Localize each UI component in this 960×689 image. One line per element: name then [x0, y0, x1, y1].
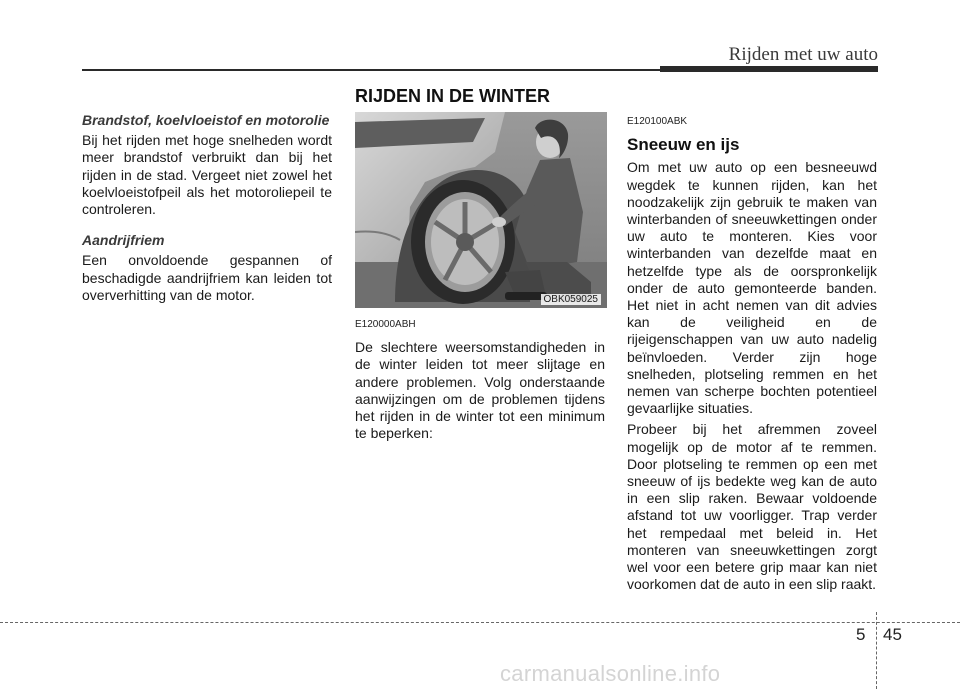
paragraph-fuel: Bij het rijden met hoge snelheden wordt meer brandstof verbruikt dan bij het rijden in de stad. Vergeet niet zowel het koelvloeistofpeil als het motoroliepeil te controleren.: [82, 132, 332, 218]
section-title: RIJDEN IN DE WINTER: [355, 86, 551, 106]
subheading-drive-belt: Aandrijfriem: [82, 232, 165, 249]
paragraph-snow-ice-1: Om met uw auto op een besneeuwd wegdek te kunnen rijden, kan het noodzakelijk zijn gebruik te maken van winterbanden of sneeuwkettingen onder uw auto te monteren. Kies voor winterbanden van dezelfde maat en hetzelfde type als de oorspronkelijk onder de auto gemonteerde banden. Het niet in acht nemen van dit advies kan de veiligheid en de rijeigenschappen van uw auto nadelig beïnvloeden. Verder zijn hoge snelheden, plotseling remmen en het nemen van scherpe bochten potentieel gevaarlijke situaties.: [627, 159, 877, 417]
left-column: [82, 112, 332, 304]
header-title: Rijden met uw auto: [728, 44, 878, 65]
watermark: carmanualsonline.info: [500, 661, 721, 686]
section-code: E120000ABH: [355, 319, 416, 330]
paragraph-winter-intro: De slechtere weersomstandigheden in de winter leiden tot meer slijtage en andere problemen. Volg onderstaande aanwijzingen om de problemen tijdens het rijden in de winter tot een minimum te beperken:: [355, 339, 605, 442]
car-wheel-woman-illustration: [355, 112, 607, 308]
heading-snow-ice: Sneeuw en ijs: [627, 135, 740, 155]
footer-page-divider: [876, 612, 877, 689]
illustration-tire-check: [355, 112, 607, 308]
page-number: 45: [883, 625, 902, 644]
header-rule: [82, 69, 660, 71]
right-column: [627, 113, 877, 593]
subheading-fuel: Brandstof, koelvloeistof en motorolie: [82, 112, 330, 128]
section-code: E120100ABK: [627, 116, 688, 127]
figure-caption: OBK059025: [541, 294, 602, 305]
paragraph-snow-ice-2: Probeer bij het afremmen zoveel mogelijk op de motor af te remmen. Door plotseling te remmen op een met sneeuw of ijs bedekte weg kan de auto in een slip raken. Bewaar voldoende afstand tot uw voorligger. Trap verder het rempedaal met beleid in. Het monteren van sneeuwkettingen zorgt wel voor een betere grip maar kan niet voorkomen dat de auto in een slip raakt.: [627, 421, 877, 593]
middle-column: [355, 316, 605, 442]
paragraph-drive-belt: Een onvoldoende gespannen of beschadigde aandrijfriem kan leiden tot oververhitting van de motor.: [82, 252, 332, 303]
chapter-number: 5: [856, 625, 866, 644]
footer-divider: [0, 622, 960, 623]
header-rule-accent: [660, 66, 878, 72]
